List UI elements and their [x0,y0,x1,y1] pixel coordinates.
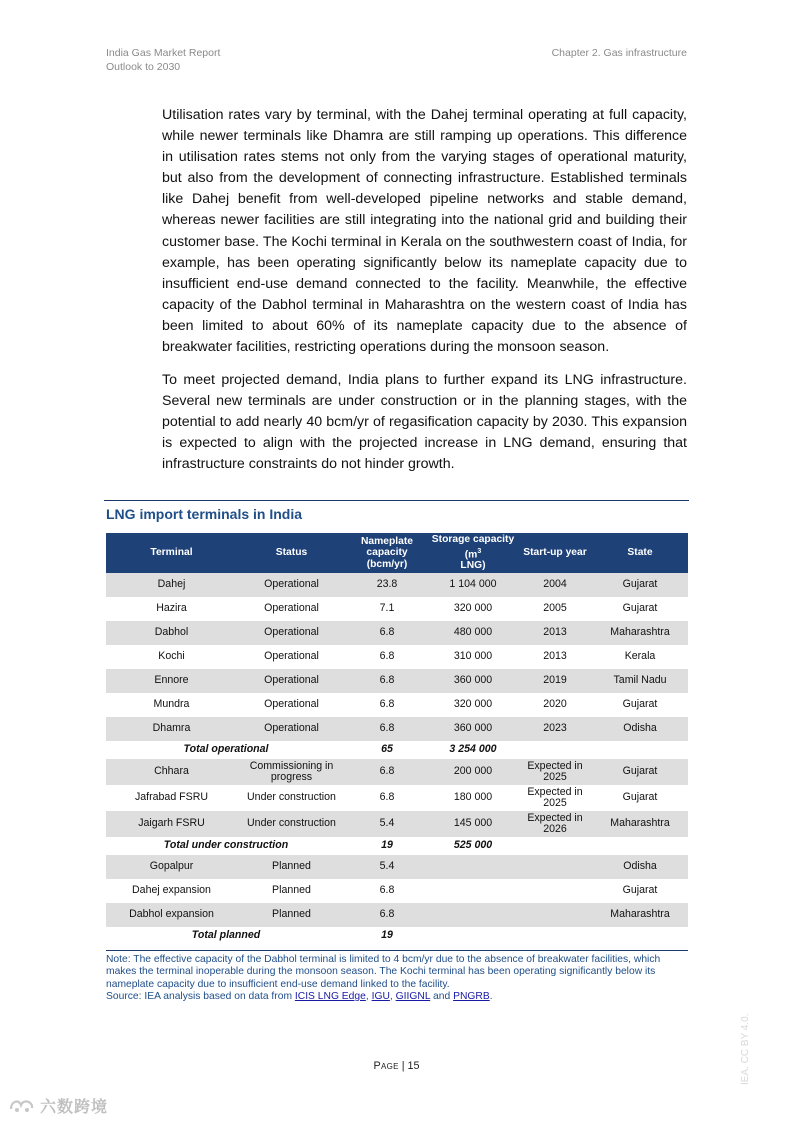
total-row [106,837,688,855]
source-link-icis[interactable]: ICIS LNG Edge [294,990,366,1002]
source-end: . [489,990,493,1002]
col-header-storage [428,533,518,573]
total-storage: 525 000 [428,837,518,855]
cell-capacity: 6.8 [346,693,428,717]
cell-terminal: Ennore [106,669,237,693]
cell-state: Gujarat [592,597,688,621]
page-label: Page [373,1060,399,1072]
cell-capacity: 5.4 [346,855,428,879]
page-number: 15 [407,1060,420,1072]
col-header-nameplate: Nameplate capacity (bcm/yr) [346,533,428,573]
watermark-text: 六数跨境 [40,1098,109,1116]
table-row [106,903,688,927]
lng-terminals-table [106,533,688,945]
cell-status: Operational [237,573,346,597]
total-capacity: 65 [346,741,428,759]
note-rule [106,950,688,951]
source-prefix: Source: IEA analysis based on data from [106,990,295,1002]
storage-header-part2: LNG) [460,560,486,572]
cell-capacity: 6.8 [346,717,428,741]
cell-storage: 320 000 [428,693,518,717]
cell-year: 2004 [518,573,592,597]
watermark-logo-icon [8,1095,36,1115]
cell-storage [428,879,518,903]
table-note [106,954,688,1003]
cell-terminal: Jaigarh FSRU [106,811,237,837]
cell-capacity: 6.8 [346,903,428,927]
source-link-giignl[interactable]: GIIGNL [395,990,431,1002]
cell-terminal: Dahej expansion [106,879,237,903]
col-header-terminal: Terminal [106,533,237,573]
cell-year [518,879,592,903]
total-capacity: 19 [346,927,428,945]
cell-terminal: Chhara [106,759,237,785]
cell-status: Operational [237,645,346,669]
cell-storage [428,903,518,927]
table-row [106,573,688,597]
cell-storage: 145 000 [428,811,518,837]
cell-storage: 200 000 [428,759,518,785]
empty-cell [518,927,592,945]
cell-terminal: Kochi [106,645,237,669]
cell-terminal: Hazira [106,597,237,621]
storage-header-part1: Storage capacity (m [431,534,515,560]
cell-capacity: 6.8 [346,621,428,645]
cell-state: Odisha [592,717,688,741]
cell-status: Planned [237,903,346,927]
total-label: Total planned [106,927,346,945]
cell-year: 2020 [518,693,592,717]
total-capacity: 19 [346,837,428,855]
table-row [106,621,688,645]
source-link-pngrb[interactable]: PNGRB [453,990,490,1002]
cell-terminal: Dabhol expansion [106,903,237,927]
total-storage: 3 254 000 [428,741,518,759]
cell-capacity: 23.8 [346,573,428,597]
cell-status: Under construction [237,785,346,811]
table-row [106,717,688,741]
page-footer [0,1060,793,1072]
cell-status: Planned [237,879,346,903]
report-name: India Gas Market Report [106,47,221,59]
table-row [106,855,688,879]
table-row [106,597,688,621]
cell-year: 2019 [518,669,592,693]
cell-capacity: 6.8 [346,669,428,693]
table-top-rule [104,500,689,501]
note-text: Note: The effective capacity of the Dabhol terminal is limited to 4 bcm/yr due to the absence of breakwater facilities, which makes the terminal inoperable during the monsoon season. The Kochi terminal has been operating significantly below its nameplate capacity due to insufficient end-use demand linked to the facility. [106,954,661,990]
cell-capacity: 6.8 [346,759,428,785]
empty-cell [518,837,592,855]
empty-cell [592,837,688,855]
cell-year: Expected in 2026 [518,811,592,837]
cell-status: Under construction [237,811,346,837]
cell-storage: 480 000 [428,621,518,645]
cell-capacity: 7.1 [346,597,428,621]
cell-year [518,855,592,879]
paragraph-utilisation: Utilisation rates vary by terminal, with the Dahej terminal operating at full capacity, while newer terminals like Dhamra are still ramping up operations. This difference in utilisation rates stems not only from the varying stages of operational maturity, but also from the development of connecting infrastructure. Established terminals like Dahej benefit from well-developed pipeline networks and stable demand, whereas newer facilities are still integrating into the national grid and building their customer base. The Kochi terminal in Kerala on the southwestern coast of India, for example, has been operating significantly below its nameplate capacity due to insufficient end-use demand connected to the facility. Meanwhile, the effective capacity of the Dabhol terminal in Maharashtra on the western coast of India has been limited to about 60% of its nameplate capacity due to the absence of breakwater facilities, restricting operations during the monsoon season. [162,107,687,356]
empty-cell [518,741,592,759]
chapter-title: Chapter 2. Gas infrastructure [551,47,687,59]
table-row [106,879,688,903]
cell-state: Maharashtra [592,903,688,927]
cell-status: Planned [237,855,346,879]
cell-status: Operational [237,597,346,621]
cell-year: Expected in 2025 [518,759,592,785]
cell-storage: 310 000 [428,645,518,669]
license-text: IEA. CC BY 4.0. [740,1013,751,1085]
empty-cell [592,927,688,945]
cell-storage [428,855,518,879]
report-subtitle: Outlook to 2030 [106,60,181,73]
paragraph-expansion: To meet projected demand, India plans to further expand its LNG infrastructure. Several new terminals are under construction or in the planning stages, with the potential to add nearly 40 bcm/yr of regasification capacity by 2030. This expansion is expected to align with the projected increase in LNG demand, ensuring that infrastructure constraints do not hinder growth. [162,372,687,473]
source-line [106,991,688,1003]
col-header-startup: Start-up year [518,533,592,573]
cell-capacity: 6.8 [346,645,428,669]
cell-state: Odisha [592,855,688,879]
cell-terminal: Dahej [106,573,237,597]
cell-state: Maharashtra [592,811,688,837]
table-title: LNG import terminals in India [106,506,303,522]
page-separator: | [398,1060,408,1072]
cell-state: Kerala [592,645,688,669]
table-row [106,811,688,837]
cell-state: Gujarat [592,573,688,597]
cell-storage: 180 000 [428,785,518,811]
source-sep: and [430,990,454,1002]
col-header-status: Status [237,533,346,573]
cell-status: Operational [237,717,346,741]
cell-terminal: Gopalpur [106,855,237,879]
cell-terminal: Dhamra [106,717,237,741]
cell-terminal: Jafrabad FSRU [106,785,237,811]
table-header-row [106,533,688,573]
cell-capacity: 6.8 [346,879,428,903]
total-label: Total under construction [106,837,346,855]
watermark [8,1092,108,1118]
cell-status: Commissioning in progress [237,759,346,785]
table-row [106,669,688,693]
cell-state: Gujarat [592,759,688,785]
cell-year: 2023 [518,717,592,741]
total-label: Total operational [106,741,346,759]
table-row [106,785,688,811]
cell-status: Operational [237,621,346,645]
source-link-igu[interactable]: IGU [371,990,390,1002]
cell-year [518,903,592,927]
cell-terminal: Mundra [106,693,237,717]
table-row [106,645,688,669]
cell-capacity: 5.4 [346,811,428,837]
source-sep: , [365,990,372,1002]
table-row [106,693,688,717]
cell-storage: 360 000 [428,717,518,741]
source-sep: , [389,990,396,1002]
cell-storage: 360 000 [428,669,518,693]
cell-status: Operational [237,669,346,693]
total-row [106,927,688,945]
report-title [106,47,220,74]
table-row [106,759,688,785]
cell-state: Tamil Nadu [592,669,688,693]
cell-state: Gujarat [592,879,688,903]
cell-status: Operational [237,693,346,717]
cell-year: 2013 [518,645,592,669]
cell-state: Gujarat [592,785,688,811]
total-row [106,741,688,759]
cell-state: Maharashtra [592,621,688,645]
storage-header-sup: 3 [477,547,482,555]
total-storage [428,927,518,945]
cell-year: 2005 [518,597,592,621]
cell-capacity: 6.8 [346,785,428,811]
cell-year: Expected in 2025 [518,785,592,811]
cell-terminal: Dabhol [106,621,237,645]
empty-cell [592,741,688,759]
cell-state: Gujarat [592,693,688,717]
cell-storage: 320 000 [428,597,518,621]
col-header-state: State [592,533,688,573]
cell-storage: 1 104 000 [428,573,518,597]
cell-year: 2013 [518,621,592,645]
